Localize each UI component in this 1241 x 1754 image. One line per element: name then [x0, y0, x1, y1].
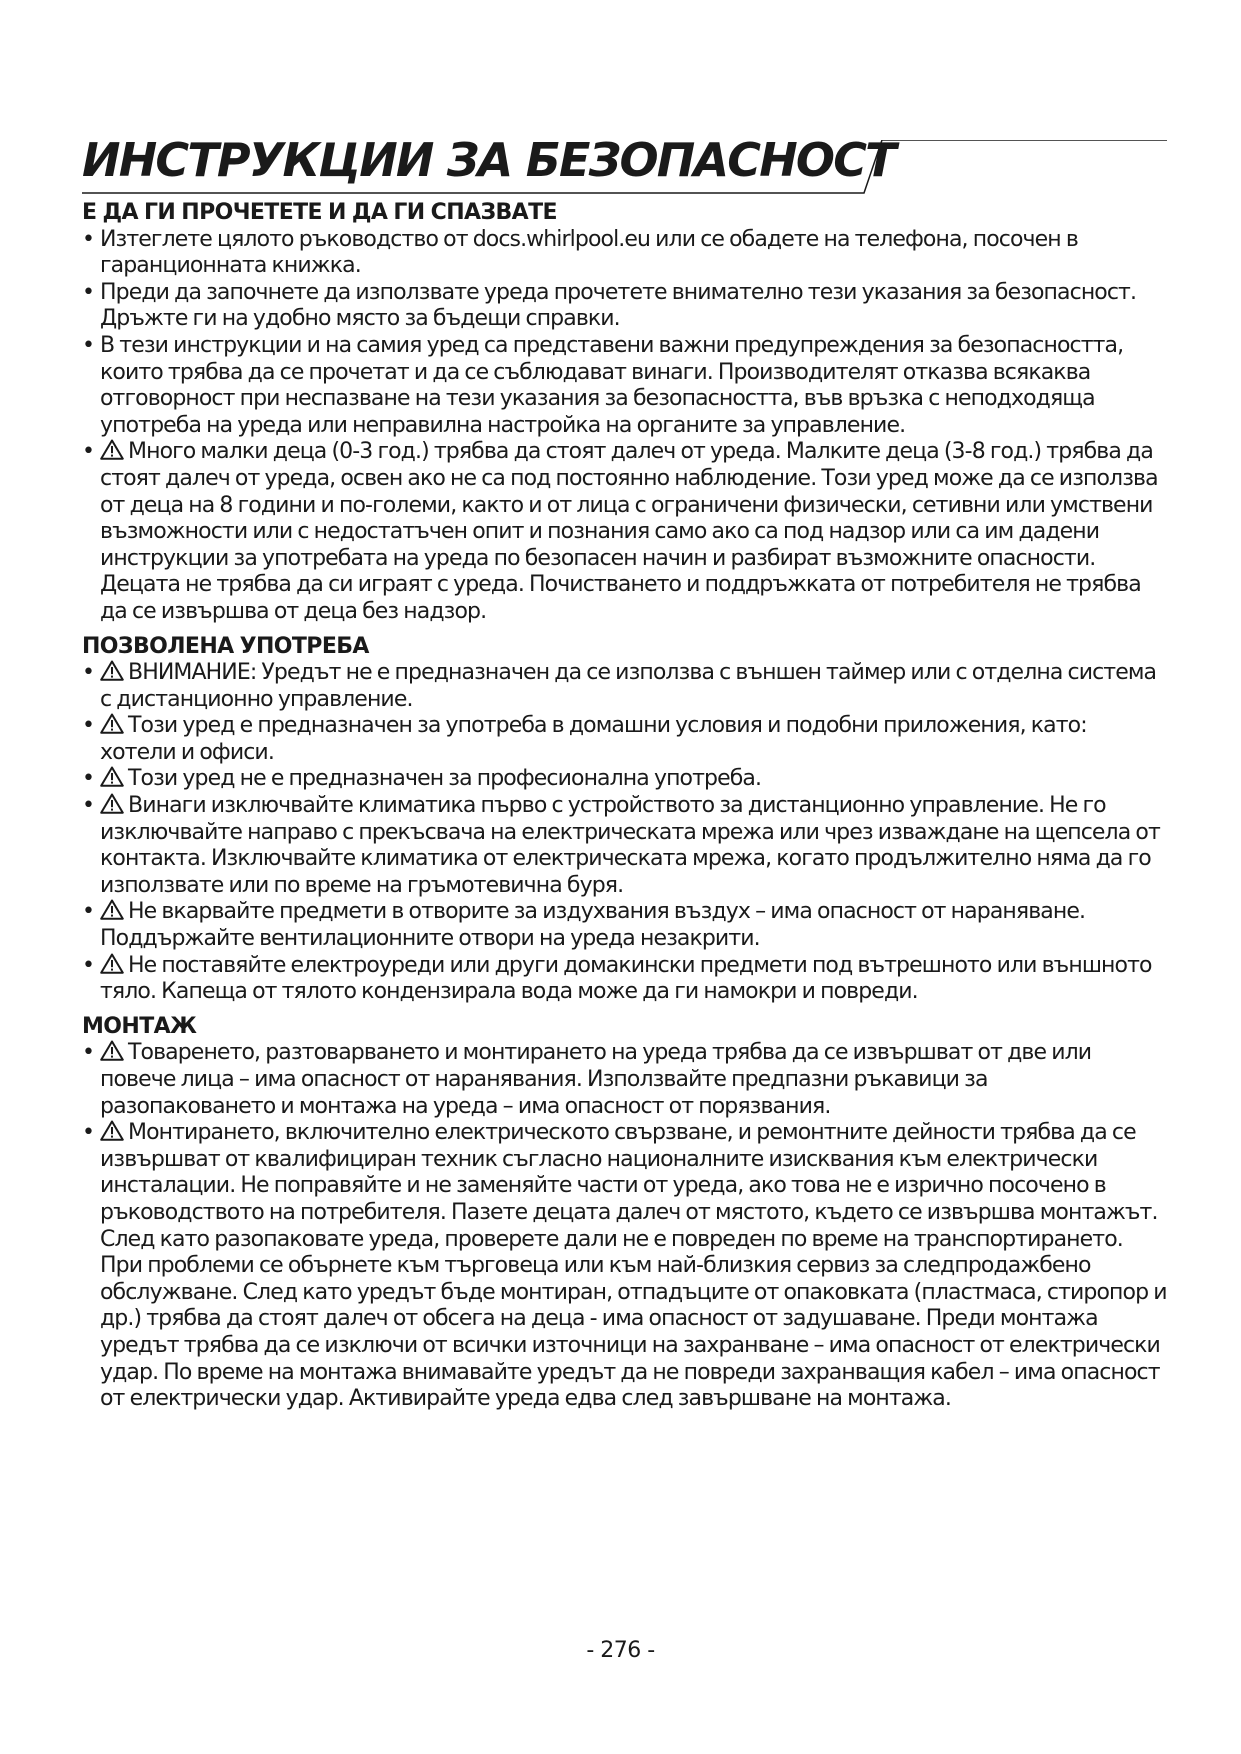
list-item-text: Този уред не е предназначен за професионална употреба. — [128, 766, 762, 792]
list-item-text: Товаренето, разтоварването и монтирането на уреда трябва да се извършват от две или повече лица – има опасност от наранявания. Използвайте предпазни ръкавици за разопаковането и монтажа на уреда – има опасност от порязвания. — [100, 1040, 1092, 1119]
list-item — [82, 713, 1167, 766]
list-item-text: Не поставяйте електроуреди или други домакински предмети под вътрешното или външното тяло. Капеща от тялото кондензирала вода може да ги намокри и повреди. — [100, 952, 1152, 1005]
section — [82, 200, 1167, 626]
warning-triangle-icon — [100, 899, 124, 920]
section — [82, 634, 1167, 1006]
list-item-text: Много малки деца (0-3 год.) трябва да стоят далеч от уреда. Малките деца (3-8 год.) трябва да стоят далеч от уреда, освен ако не са под постоянно наблюдение. Този уред може да се използва от деца на 8 години и по-големи, както и от лица с ограничени физически, сетивни или умствени възможности или с недостатъчен опит и познания само ако са под надзор или са им дадени инструкции за употребата на уреда по безопасен начин и разбират възможните опасности. Децата не трябва да си играят с уреда. Почистването и поддръжката от потребителя не трябва да се извършва от деца без надзор. — [100, 439, 1158, 624]
list-item — [82, 953, 1167, 1006]
warning-triangle-icon — [100, 439, 124, 460]
warning-triangle-icon — [100, 1040, 124, 1061]
list-item — [82, 899, 1167, 952]
title-underline-rule — [82, 140, 1167, 196]
bullet-list — [82, 227, 1167, 626]
list-item-text: Не вкарвайте предмети в отворите за издухвания въздух – има опасност от нараняване. Поддържайте вентилационните отвори на уреда незакрити. — [100, 899, 1086, 952]
list-item — [82, 333, 1167, 439]
list-item-text: ВНИМАНИЕ: Уредът не е предназначен да се използва с външен таймер или с отделна система с дистанционно управление. — [100, 660, 1157, 712]
section — [82, 1014, 1167, 1413]
document-content — [82, 200, 1167, 1413]
list-item-text: Изтеглете цялото ръководство от docs.whirlpool.eu или се обадете на телефона, посочен в гаранционната книжка. — [100, 226, 1078, 279]
list-item-text: Преди да започнете да използвате уреда прочетете внимателно тези указания за безопасност. Дръжте ги на удобно място за бъдещи справки. — [100, 279, 1137, 332]
warning-triangle-icon — [100, 713, 124, 734]
list-item-text: В тези инструкции и на самия уред са представени важни предупреждения за безопасността, които трябва да се прочетат и да се съблюдават винаги. Производителят отказва всякаква отговорност при неспазване на тези указания за безопасността, във връзка с неподходяща употреба на уреда или неправилна настройка на органите за управление. — [100, 332, 1124, 438]
list-item-text: Този уред е предназначен за употреба в домашни условия и подобни приложения, като: хотели и офиси. — [100, 713, 1087, 765]
page-number: - 276 - — [586, 1638, 655, 1663]
list-item-text: Монтирането, включително електрическото свързване, и ремонтните дейности трябва да се извършват от квалифициран техник съгласно националните изисквания към електрически инсталации. Не поправяйте и не заменяйте части от уреда, ако това не е изрично посочено в ръководството на потребителя. Пазете децата далеч от мястото, където се извършва монтажът. След като разопаковате уреда, проверете дали не е повреден по време на транспортирането. При проблеми се обърнете към търговеца или към най-близкия сервиз за следпродажбено обслужване. След като уредът бъде монтиран, отпадъците от опаковката (пластмаса, стиропор и др.) трябва да стоят далеч от обсега на деца - има опасност от задушаване. Преди монтажа уредът трябва да се изключи от всички източници на захранване – има опасност от електрически удар. По време на монтажа внимавайте уредът да не повреди захранващия кабел – има опасност от електрически удар. Активирайте уреда едва след завършване на монтажа. — [100, 1120, 1167, 1412]
warning-triangle-icon — [100, 660, 124, 681]
section-heading: МОНТАЖ — [82, 1013, 197, 1039]
warning-triangle-icon — [100, 766, 124, 787]
list-item — [82, 660, 1167, 713]
list-item — [82, 766, 1167, 793]
list-item — [82, 1120, 1167, 1413]
list-item-text: Винаги изключвайте климатика първо с устройството за дистанционно управление. Не го изключвайте направо с прекъсвача на електрическата мрежа или чрез изваждане на щепсела от контакта. Изключвайте климатика от електрическата мрежа, когато продължително няма да го използвате или по време на гръмотевична буря. — [100, 793, 1160, 898]
list-item — [82, 280, 1167, 333]
section-heading: ПОЗВОЛЕНА УПОТРЕБА — [82, 633, 369, 659]
section-heading: Е ДА ГИ ПРОЧЕТЕТЕ И ДА ГИ СПАЗВАТЕ — [82, 200, 557, 225]
bullet-list — [82, 660, 1167, 1006]
list-item — [82, 439, 1167, 625]
list-item — [82, 227, 1167, 280]
warning-triangle-icon — [100, 953, 124, 974]
warning-triangle-icon — [100, 1120, 124, 1141]
warning-triangle-icon — [100, 793, 124, 814]
list-item — [82, 1040, 1167, 1120]
list-item — [82, 793, 1167, 899]
bullet-list — [82, 1040, 1167, 1412]
page-title: ИНСТРУКЦИИ ЗА БЕЗОПАСНОСТ — [82, 133, 895, 187]
